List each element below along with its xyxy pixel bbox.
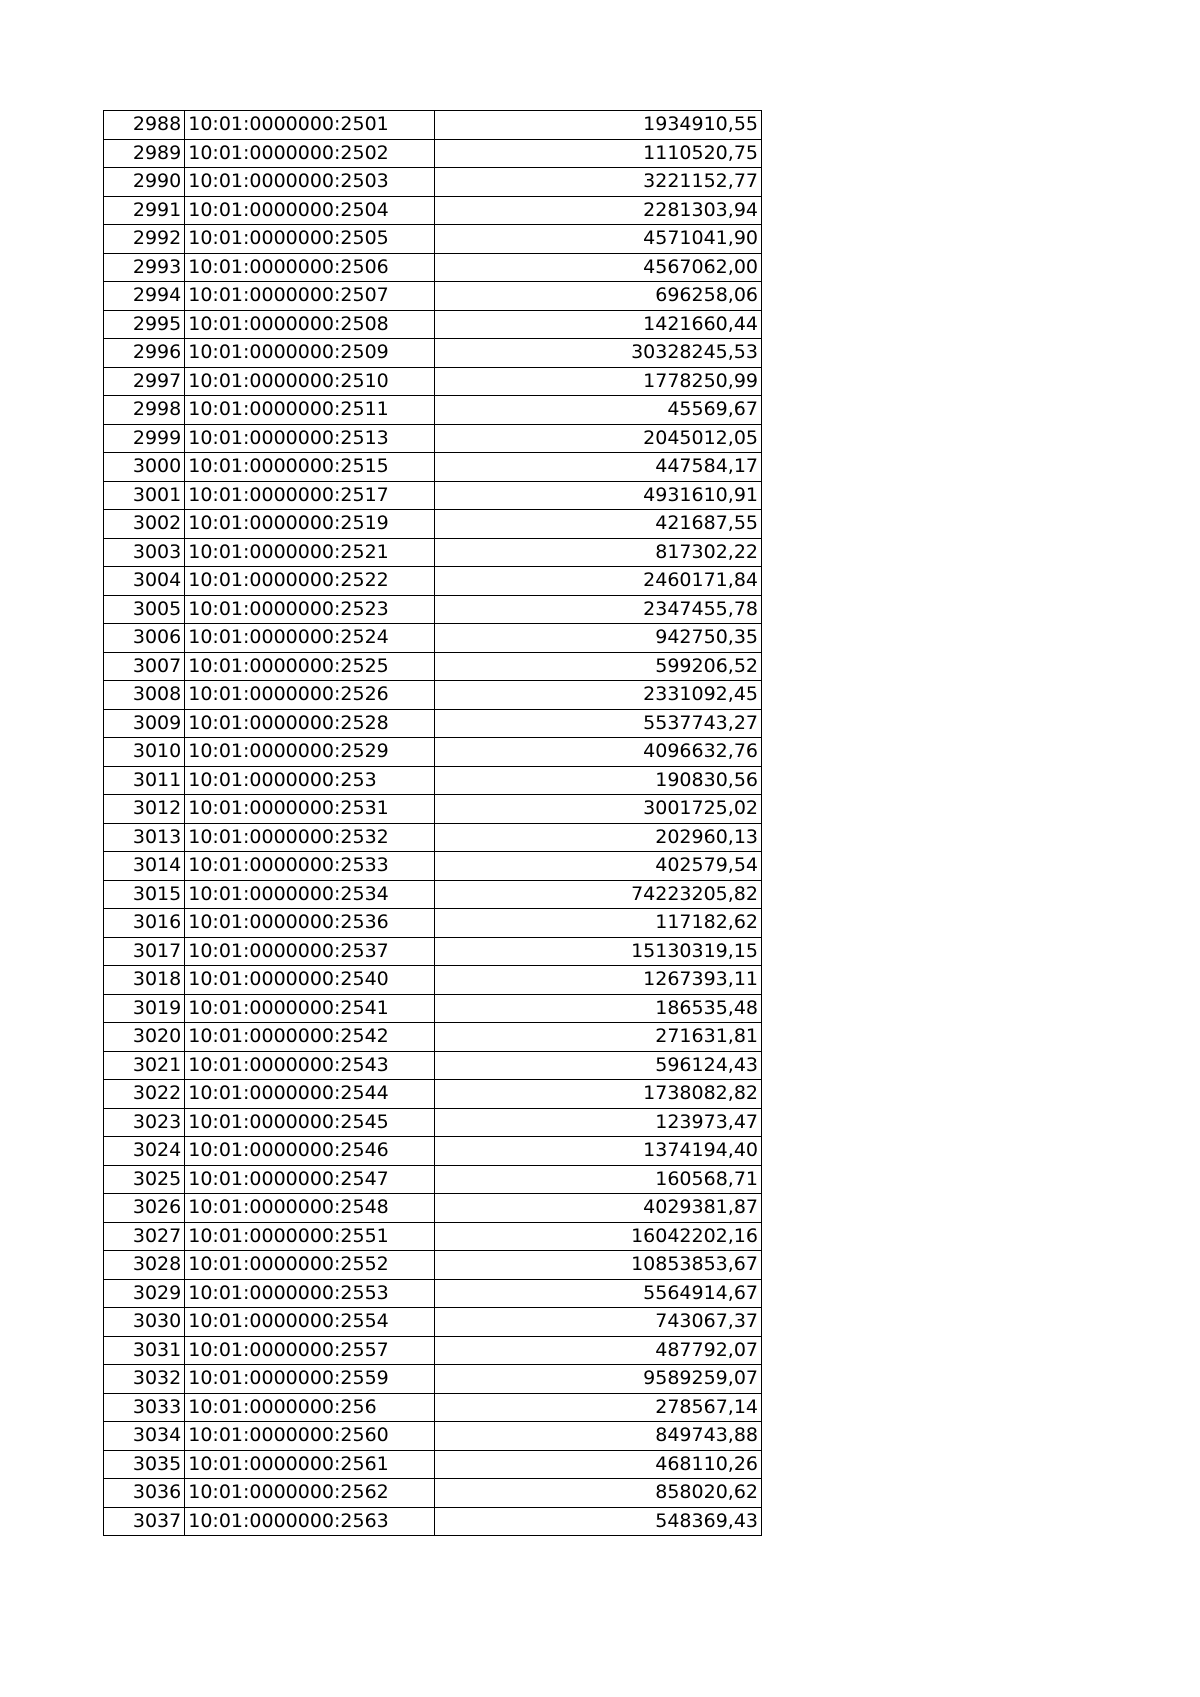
value-cell: 1421660,44 (434, 310, 761, 339)
row-number-cell: 2999 (104, 424, 185, 453)
value-cell: 5564914,67 (434, 1279, 761, 1308)
row-number-cell: 3036 (104, 1479, 185, 1508)
cadastral-number-cell: 10:01:0000000:2547 (185, 1165, 435, 1194)
table-row (104, 595, 762, 624)
value-cell: 2045012,05 (434, 424, 761, 453)
table-row (104, 1194, 762, 1223)
table-row (104, 1393, 762, 1422)
value-cell: 942750,35 (434, 624, 761, 653)
cadastral-number-cell: 10:01:0000000:256 (185, 1393, 435, 1422)
value-cell: 74223205,82 (434, 880, 761, 909)
value-cell: 468110,26 (434, 1450, 761, 1479)
row-number-cell: 3015 (104, 880, 185, 909)
value-cell: 190830,56 (434, 766, 761, 795)
row-number-cell: 3014 (104, 852, 185, 881)
value-cell: 5537743,27 (434, 709, 761, 738)
value-cell: 849743,88 (434, 1422, 761, 1451)
cadastral-number-cell: 10:01:0000000:2554 (185, 1308, 435, 1337)
value-cell: 4029381,87 (434, 1194, 761, 1223)
value-cell: 2281303,94 (434, 196, 761, 225)
value-cell: 2347455,78 (434, 595, 761, 624)
cadastral-number-cell: 10:01:0000000:2504 (185, 196, 435, 225)
table-row (104, 1080, 762, 1109)
value-cell: 817302,22 (434, 538, 761, 567)
value-cell: 10853853,67 (434, 1251, 761, 1280)
value-cell: 2460171,84 (434, 567, 761, 596)
cadastral-number-cell: 10:01:0000000:2505 (185, 225, 435, 254)
table-row (104, 510, 762, 539)
value-cell: 271631,81 (434, 1023, 761, 1052)
table-row (104, 1336, 762, 1365)
value-cell: 596124,43 (434, 1051, 761, 1080)
row-number-cell: 3025 (104, 1165, 185, 1194)
table-row (104, 766, 762, 795)
table-row (104, 880, 762, 909)
table-row (104, 1108, 762, 1137)
table-row (104, 1507, 762, 1536)
table-row (104, 937, 762, 966)
row-number-cell: 3003 (104, 538, 185, 567)
cadastral-number-cell: 10:01:0000000:2551 (185, 1222, 435, 1251)
cadastral-number-cell: 10:01:0000000:2561 (185, 1450, 435, 1479)
row-number-cell: 2989 (104, 139, 185, 168)
row-number-cell: 3006 (104, 624, 185, 653)
cadastral-number-cell: 10:01:0000000:2534 (185, 880, 435, 909)
cadastral-number-cell: 10:01:0000000:2519 (185, 510, 435, 539)
table-row (104, 424, 762, 453)
cadastral-number-cell: 10:01:0000000:2542 (185, 1023, 435, 1052)
table-row (104, 196, 762, 225)
value-cell: 1738082,82 (434, 1080, 761, 1109)
table-body (104, 111, 762, 1536)
row-number-cell: 3028 (104, 1251, 185, 1280)
table-row (104, 310, 762, 339)
data-table (103, 110, 762, 1536)
value-cell: 123973,47 (434, 1108, 761, 1137)
cadastral-number-cell: 10:01:0000000:2559 (185, 1365, 435, 1394)
table-row (104, 1365, 762, 1394)
cadastral-number-cell: 10:01:0000000:2543 (185, 1051, 435, 1080)
value-cell: 1267393,11 (434, 966, 761, 995)
row-number-cell: 3018 (104, 966, 185, 995)
row-number-cell: 3012 (104, 795, 185, 824)
row-number-cell: 3009 (104, 709, 185, 738)
value-cell: 4567062,00 (434, 253, 761, 282)
cadastral-number-cell: 10:01:0000000:2515 (185, 453, 435, 482)
value-cell: 2331092,45 (434, 681, 761, 710)
row-number-cell: 3029 (104, 1279, 185, 1308)
table-row (104, 852, 762, 881)
table-row (104, 111, 762, 140)
value-cell: 696258,06 (434, 282, 761, 311)
row-number-cell: 2997 (104, 367, 185, 396)
row-number-cell: 3034 (104, 1422, 185, 1451)
cadastral-number-cell: 10:01:0000000:2526 (185, 681, 435, 710)
table-row (104, 1251, 762, 1280)
value-cell: 447584,17 (434, 453, 761, 482)
table-row (104, 1479, 762, 1508)
value-cell: 858020,62 (434, 1479, 761, 1508)
cadastral-number-cell: 10:01:0000000:2533 (185, 852, 435, 881)
value-cell: 45569,67 (434, 396, 761, 425)
cadastral-number-cell: 10:01:0000000:2560 (185, 1422, 435, 1451)
row-number-cell: 3030 (104, 1308, 185, 1337)
row-number-cell: 3031 (104, 1336, 185, 1365)
cadastral-number-cell: 10:01:0000000:2509 (185, 339, 435, 368)
row-number-cell: 3007 (104, 652, 185, 681)
value-cell: 9589259,07 (434, 1365, 761, 1394)
cadastral-number-cell: 10:01:0000000:2552 (185, 1251, 435, 1280)
cadastral-number-cell: 10:01:0000000:2521 (185, 538, 435, 567)
cadastral-number-cell: 10:01:0000000:2517 (185, 481, 435, 510)
row-number-cell: 2996 (104, 339, 185, 368)
cadastral-number-cell: 10:01:0000000:2529 (185, 738, 435, 767)
table-row (104, 1023, 762, 1052)
value-cell: 4096632,76 (434, 738, 761, 767)
table-row (104, 624, 762, 653)
cadastral-number-cell: 10:01:0000000:2513 (185, 424, 435, 453)
table-row (104, 481, 762, 510)
cadastral-number-cell: 10:01:0000000:2525 (185, 652, 435, 681)
row-number-cell: 3000 (104, 453, 185, 482)
cadastral-number-cell: 10:01:0000000:2510 (185, 367, 435, 396)
row-number-cell: 2993 (104, 253, 185, 282)
row-number-cell: 3026 (104, 1194, 185, 1223)
value-cell: 4931610,91 (434, 481, 761, 510)
value-cell: 402579,54 (434, 852, 761, 881)
table-row (104, 1308, 762, 1337)
row-number-cell: 2988 (104, 111, 185, 140)
table-row (104, 1165, 762, 1194)
table-row (104, 681, 762, 710)
cadastral-number-cell: 10:01:0000000:2557 (185, 1336, 435, 1365)
cadastral-number-cell: 10:01:0000000:2503 (185, 168, 435, 197)
cadastral-number-cell: 10:01:0000000:2506 (185, 253, 435, 282)
cadastral-number-cell: 10:01:0000000:2501 (185, 111, 435, 140)
cadastral-number-cell: 10:01:0000000:2511 (185, 396, 435, 425)
cadastral-number-cell: 10:01:0000000:2528 (185, 709, 435, 738)
table-row (104, 253, 762, 282)
row-number-cell: 3032 (104, 1365, 185, 1394)
value-cell: 1778250,99 (434, 367, 761, 396)
cadastral-number-cell: 10:01:0000000:2522 (185, 567, 435, 596)
cadastral-number-cell: 10:01:0000000:2508 (185, 310, 435, 339)
cadastral-number-cell: 10:01:0000000:2544 (185, 1080, 435, 1109)
cadastral-number-cell: 10:01:0000000:2553 (185, 1279, 435, 1308)
value-cell: 743067,37 (434, 1308, 761, 1337)
cadastral-number-cell: 10:01:0000000:2540 (185, 966, 435, 995)
row-number-cell: 3021 (104, 1051, 185, 1080)
value-cell: 202960,13 (434, 823, 761, 852)
table-row (104, 567, 762, 596)
row-number-cell: 2991 (104, 196, 185, 225)
row-number-cell: 3010 (104, 738, 185, 767)
row-number-cell: 3002 (104, 510, 185, 539)
table-row (104, 453, 762, 482)
row-number-cell: 3004 (104, 567, 185, 596)
table-row (104, 823, 762, 852)
table-row (104, 225, 762, 254)
cadastral-number-cell: 10:01:0000000:2524 (185, 624, 435, 653)
row-number-cell: 3019 (104, 994, 185, 1023)
table-row (104, 538, 762, 567)
value-cell: 160568,71 (434, 1165, 761, 1194)
table-row (104, 1279, 762, 1308)
row-number-cell: 2995 (104, 310, 185, 339)
table-row (104, 652, 762, 681)
cadastral-number-cell: 10:01:0000000:2548 (185, 1194, 435, 1223)
row-number-cell: 3033 (104, 1393, 185, 1422)
value-cell: 1934910,55 (434, 111, 761, 140)
row-number-cell: 3005 (104, 595, 185, 624)
value-cell: 1110520,75 (434, 139, 761, 168)
value-cell: 1374194,40 (434, 1137, 761, 1166)
value-cell: 421687,55 (434, 510, 761, 539)
cadastral-number-cell: 10:01:0000000:2546 (185, 1137, 435, 1166)
cadastral-number-cell: 10:01:0000000:2507 (185, 282, 435, 311)
cadastral-number-cell: 10:01:0000000:2563 (185, 1507, 435, 1536)
table-row (104, 139, 762, 168)
value-cell: 599206,52 (434, 652, 761, 681)
value-cell: 278567,14 (434, 1393, 761, 1422)
table-row (104, 168, 762, 197)
value-cell: 3221152,77 (434, 168, 761, 197)
row-number-cell: 2992 (104, 225, 185, 254)
cadastral-number-cell: 10:01:0000000:2541 (185, 994, 435, 1023)
cadastral-number-cell: 10:01:0000000:2531 (185, 795, 435, 824)
value-cell: 15130319,15 (434, 937, 761, 966)
row-number-cell: 2990 (104, 168, 185, 197)
cadastral-number-cell: 10:01:0000000:2536 (185, 909, 435, 938)
cadastral-number-cell: 10:01:0000000:2562 (185, 1479, 435, 1508)
table-row (104, 1450, 762, 1479)
cadastral-number-cell: 10:01:0000000:253 (185, 766, 435, 795)
table-row (104, 1051, 762, 1080)
row-number-cell: 3022 (104, 1080, 185, 1109)
table-row (104, 367, 762, 396)
cadastral-number-cell: 10:01:0000000:2523 (185, 595, 435, 624)
row-number-cell: 3023 (104, 1108, 185, 1137)
value-cell: 3001725,02 (434, 795, 761, 824)
value-cell: 30328245,53 (434, 339, 761, 368)
table-row (104, 339, 762, 368)
value-cell: 548369,43 (434, 1507, 761, 1536)
table-row (104, 966, 762, 995)
cadastral-number-cell: 10:01:0000000:2532 (185, 823, 435, 852)
value-cell: 16042202,16 (434, 1222, 761, 1251)
row-number-cell: 3024 (104, 1137, 185, 1166)
row-number-cell: 3008 (104, 681, 185, 710)
row-number-cell: 3013 (104, 823, 185, 852)
row-number-cell: 2994 (104, 282, 185, 311)
row-number-cell: 3037 (104, 1507, 185, 1536)
table-row (104, 1222, 762, 1251)
cadastral-number-cell: 10:01:0000000:2545 (185, 1108, 435, 1137)
value-cell: 487792,07 (434, 1336, 761, 1365)
value-cell: 117182,62 (434, 909, 761, 938)
table-row (104, 1422, 762, 1451)
table-row (104, 795, 762, 824)
row-number-cell: 3017 (104, 937, 185, 966)
row-number-cell: 3035 (104, 1450, 185, 1479)
row-number-cell: 2998 (104, 396, 185, 425)
cadastral-number-cell: 10:01:0000000:2502 (185, 139, 435, 168)
row-number-cell: 3027 (104, 1222, 185, 1251)
table-row (104, 738, 762, 767)
table-row (104, 396, 762, 425)
value-cell: 4571041,90 (434, 225, 761, 254)
table-row (104, 994, 762, 1023)
table-row (104, 282, 762, 311)
table-row (104, 1137, 762, 1166)
value-cell: 186535,48 (434, 994, 761, 1023)
table-row (104, 909, 762, 938)
row-number-cell: 3016 (104, 909, 185, 938)
row-number-cell: 3001 (104, 481, 185, 510)
cadastral-number-cell: 10:01:0000000:2537 (185, 937, 435, 966)
row-number-cell: 3011 (104, 766, 185, 795)
table-row (104, 709, 762, 738)
row-number-cell: 3020 (104, 1023, 185, 1052)
